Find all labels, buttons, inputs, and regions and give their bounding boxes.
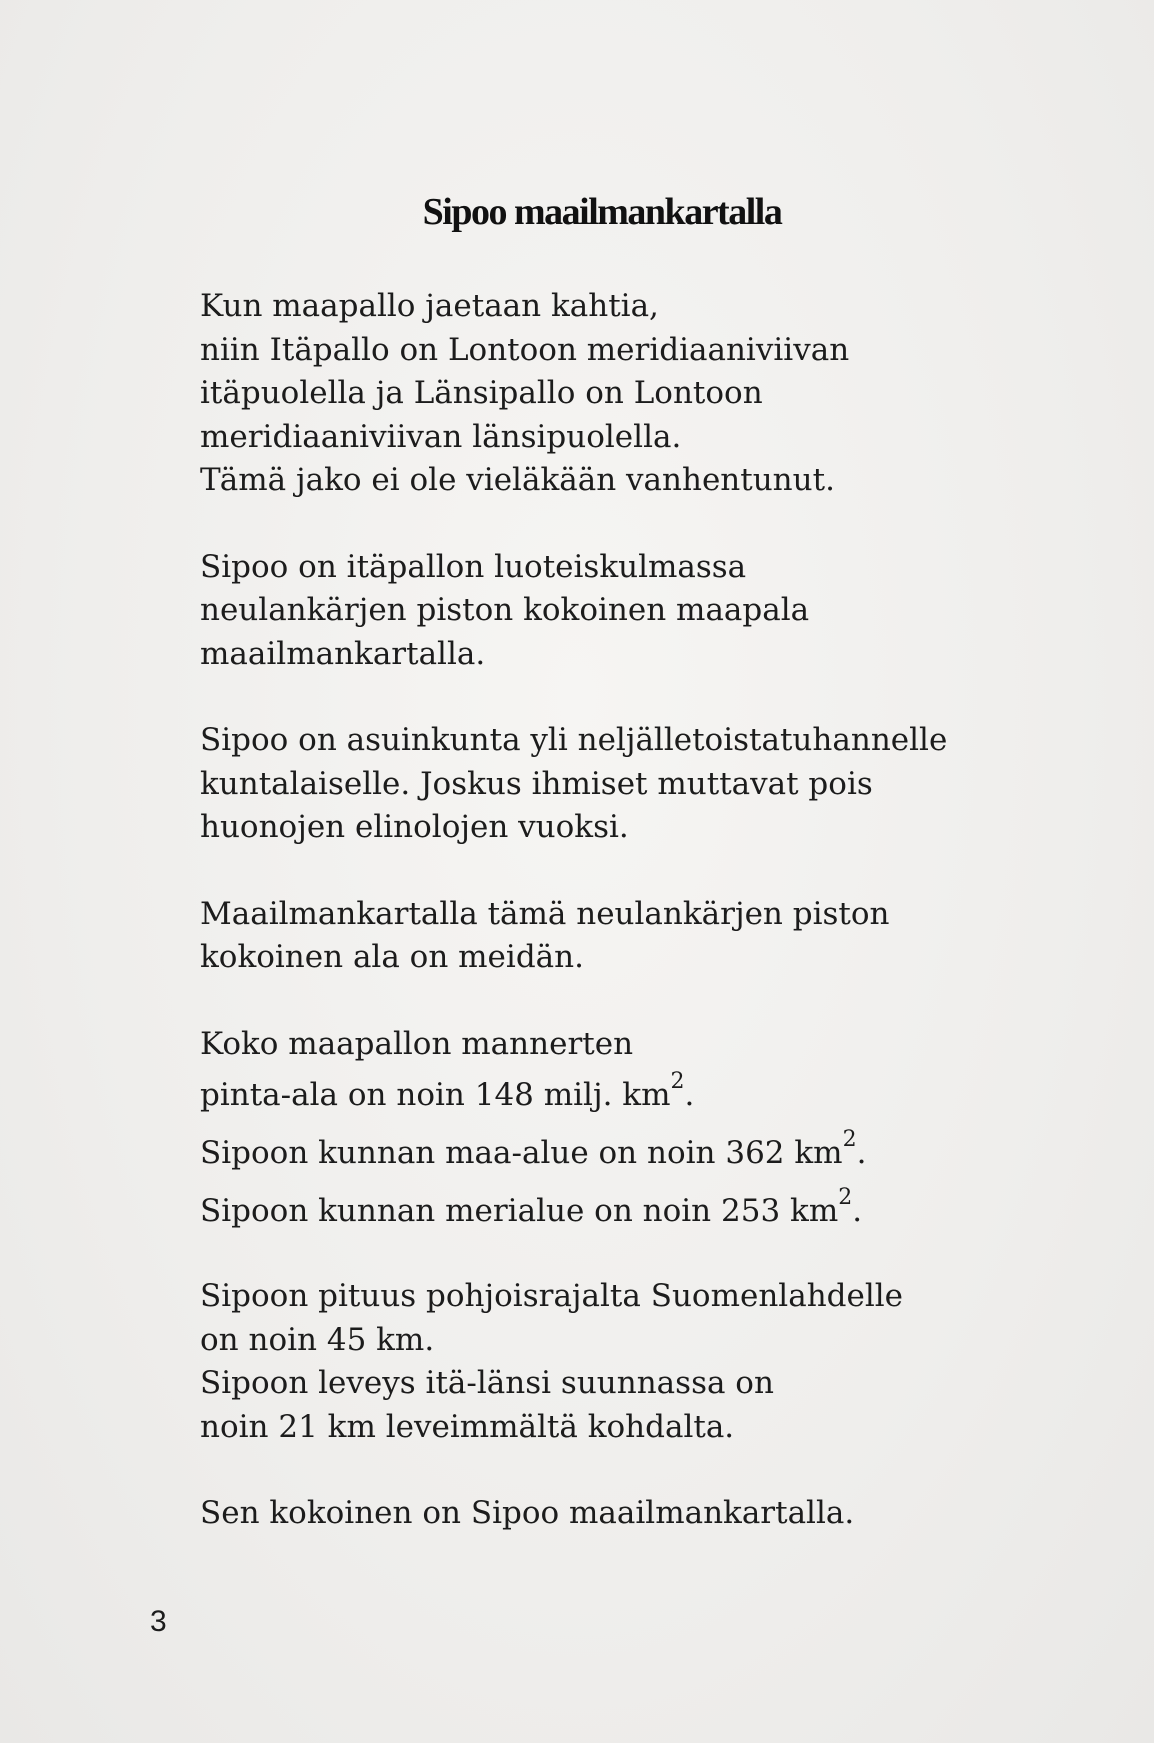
text-line: Maailmankartalla tämä neulankärjen piston [200,895,890,932]
text-line: niin Itäpallo on Lontoon meridiaaniviivan [200,331,850,368]
text-line: Sipoon leveys itä-länsi suunnassa on [200,1365,774,1401]
paragraph-dimensions [200,1275,1060,1449]
text-line: Sipoo on itäpallon luoteiskulmassa [200,548,747,585]
paragraph-areas [200,1023,1060,1241]
text-line: kuntalaiselle. Joskus ihmiset muttavat pois [200,765,873,802]
text-line: Tämä jako ei ole vieläkään vanhentunut. [200,462,835,498]
sea-area-line: Sipoon kunnan merialue on noin 253 $km^2$. [200,1184,863,1229]
page-title: Sipoo maailmankartalla [422,191,782,233]
text-line: Koko maapallon mannerten [200,1025,634,1062]
text-line: on noin 45 km. [200,1321,435,1358]
text-line: maailmankartalla. [200,635,486,672]
paragraph-ours [200,893,1060,980]
paragraph-location [200,546,1060,677]
text-line: noin 21 km leveimmältä kohdalta. [200,1408,735,1445]
closing-line: Sen kokoinen on Sipoo maailmankartalla. [200,1495,855,1531]
page-number: 3 [150,1605,167,1638]
continents-area-line: pinta-ala on noin 148 milj. $km^2$. [200,1068,695,1113]
text-line: neulankärjen piston kokoinen maapala [200,592,810,628]
paragraph-closing [200,1492,1060,1536]
text-line: itäpuolella ja Länsipallo on Lontoon [200,375,763,411]
paragraph-population [200,719,1060,850]
text-line: huonojen elinolojen vuoksi. [200,809,629,845]
text-line: kokoinen ala on meidän. [200,939,584,975]
text-line: Sipoon pituus pohjoisrajalta Suomenlahdelle [200,1278,904,1314]
paragraph-hemispheres [200,285,1060,503]
text-line: Kun maapallo jaetaan kahtia, [200,288,659,324]
text-line: meridiaaniviivan länsipuolella. [200,418,682,455]
land-area-line: Sipoon kunnan maa-alue on noin 362 $km^2$. [200,1126,867,1171]
text-line: Sipoo on asuinkunta yli neljälletoistatuhannelle [200,722,948,758]
body-text [200,285,1060,1579]
